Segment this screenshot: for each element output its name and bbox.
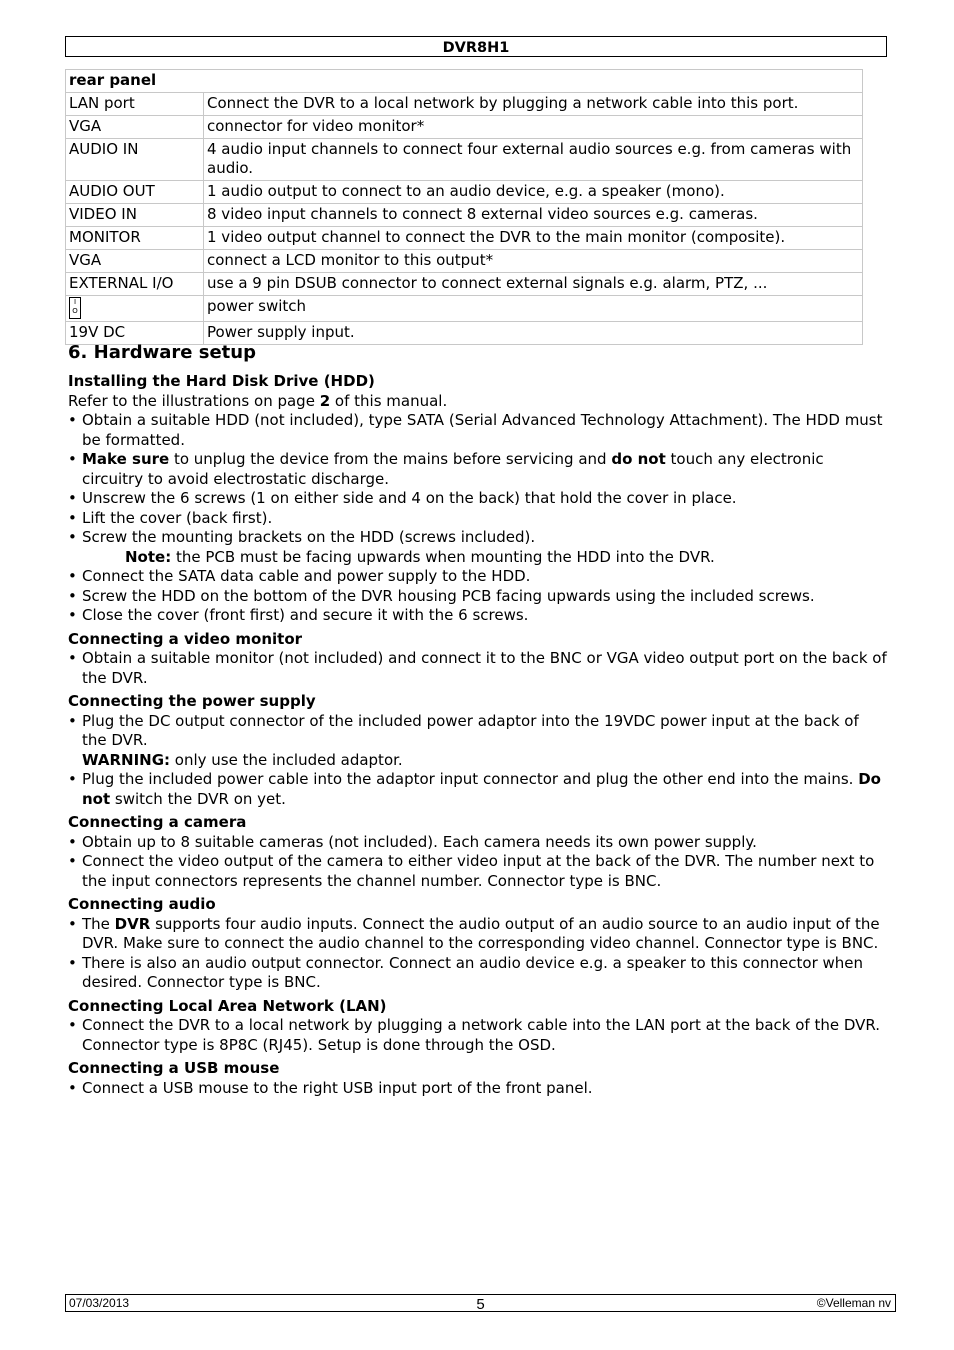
- power-steps: [68, 712, 888, 810]
- list-item: [68, 915, 888, 954]
- page-number: 5: [476, 1296, 485, 1313]
- text: switch the DVR on yet.: [110, 789, 286, 808]
- list-item: • Unscrew the 6 screws (1 on either side and 4 on the back) that hold the cover in place.: [68, 489, 888, 509]
- lan-steps: [68, 1016, 888, 1055]
- table-row: [66, 181, 863, 204]
- list-item: • Screw the HDD on the bottom of the DVR housing PCB facing upwards using the included screws.: [68, 587, 888, 607]
- table-heading: rear panel: [66, 70, 863, 93]
- text: Plug the included power cable into the adaptor input connector and plug the other end into the mains.: [82, 770, 859, 788]
- list-item: [68, 770, 888, 809]
- main-content: [68, 341, 888, 1098]
- list-item: • Screw the mounting brackets on the HDD (screws included).: [68, 528, 888, 548]
- text: only use the included adaptor.: [170, 750, 403, 769]
- hdd-steps: [68, 411, 888, 548]
- icon-on-mark: I: [73, 298, 77, 306]
- connector-name: VIDEO IN: [66, 204, 204, 227]
- list-item: [68, 450, 888, 489]
- audio-steps: [68, 915, 888, 993]
- connector-name: LAN port: [66, 93, 204, 116]
- subsection-heading-hdd: Installing the Hard Disk Drive (HDD): [68, 372, 375, 390]
- subsection-heading-camera: Connecting a camera: [68, 813, 247, 831]
- subsection-heading-power: Connecting the power supply: [68, 692, 316, 710]
- connector-description: connect a LCD monitor to this output*: [204, 250, 863, 273]
- text: of this manual.: [330, 391, 448, 410]
- text: Plug the DC output connector of the included power adaptor into the 19VDC power input at the back of the DVR.: [82, 711, 859, 749]
- table-row: [66, 139, 863, 181]
- connector-description: 4 audio input channels to connect four external audio sources e.g. from cameras with audio.: [204, 139, 863, 181]
- table-row: [66, 116, 863, 139]
- usb-steps: [68, 1079, 888, 1099]
- text: The: [82, 914, 115, 933]
- list-item: • Connect a USB mouse to the right USB input port of the front panel.: [68, 1079, 888, 1099]
- connector-name: [66, 296, 204, 322]
- list-item: • Connect the DVR to a local network by plugging a network cable into the LAN port at the back of the DVR. Connector type is 8P8C (RJ45). Setup is done through the OSD.: [68, 1016, 888, 1055]
- table-row: [66, 93, 863, 116]
- subsection-heading-monitor: Connecting a video monitor: [68, 629, 303, 648]
- connector-description: connector for video monitor*: [204, 116, 863, 139]
- list-item: • Obtain up to 8 suitable cameras (not included). Each camera needs its own power supply.: [68, 833, 888, 853]
- icon-off-mark: O: [72, 307, 78, 315]
- connector-description: use a 9 pin DSUB connector to connect external signals e.g. alarm, PTZ, ...: [204, 273, 863, 296]
- text: the PCB must be facing upwards when mounting the HDD into the DVR.: [171, 547, 715, 566]
- connector-name: 19V DC: [66, 322, 204, 345]
- hdd-steps-continued: [68, 567, 888, 626]
- power-switch-icon: [69, 297, 81, 319]
- list-item: • Obtain a suitable monitor (not included) and connect it to the BNC or VGA video output port on the back of the DVR.: [68, 649, 888, 688]
- warning-label: WARNING:: [82, 750, 171, 769]
- subsection-heading-usb: Connecting a USB mouse: [68, 1059, 280, 1077]
- list-item: • Close the cover (front first) and secure it with the 6 screws.: [68, 606, 888, 626]
- list-item: • There is also an audio output connector. Connect an audio device e.g. a speaker to this connector when desired. Connector type is BNC.: [68, 954, 888, 993]
- connector-description: 1 audio output to connect to an audio device, e.g. a speaker (mono).: [204, 181, 863, 204]
- emphasis: DVR: [114, 914, 151, 933]
- page-footer: [65, 1294, 896, 1312]
- hdd-intro: [68, 392, 888, 412]
- table-row: [66, 296, 863, 322]
- text: Refer to the illustrations on page: [68, 391, 320, 410]
- emphasis: Make sure: [82, 450, 170, 468]
- hdd-note: [68, 548, 888, 568]
- connector-description: Power supply input.: [204, 322, 863, 345]
- connector-name: EXTERNAL I/O: [66, 273, 204, 296]
- list-item: • Connect the SATA data cable and power supply to the HDD.: [68, 567, 888, 587]
- subsection-heading-audio: Connecting audio: [68, 895, 216, 913]
- connector-description: power switch: [204, 296, 863, 322]
- connector-description: Connect the DVR to a local network by plugging a network cable into this port.: [204, 93, 863, 116]
- page-ref: 2: [319, 391, 331, 410]
- list-item: • Obtain a suitable HDD (not included), type SATA (Serial Advanced Technology Attachment). The HDD must be formatted.: [68, 411, 888, 450]
- rear-panel-table: [65, 69, 863, 345]
- text: to unplug the device from the mains before servicing and: [169, 450, 612, 468]
- emphasis: do not: [611, 450, 666, 468]
- connector-name: AUDIO OUT: [66, 181, 204, 204]
- footer-copyright: ©Velleman nv: [816, 1296, 891, 1310]
- list-item: • Connect the video output of the camera to either video input at the back of the DVR. The number next to the input connectors represents the channel number. Connector type is BNC.: [68, 852, 888, 891]
- document-header: [65, 36, 887, 57]
- footer-date: 07/03/2013: [69, 1296, 130, 1310]
- list-item: • Lift the cover (back first).: [68, 509, 888, 529]
- note-label: Note:: [125, 547, 172, 566]
- table-header-row: [66, 70, 863, 93]
- connector-description: 1 video output channel to connect the DVR to the main monitor (composite).: [204, 227, 863, 250]
- table-row: [66, 273, 863, 296]
- connector-name: MONITOR: [66, 227, 204, 250]
- connector-name: VGA: [66, 250, 204, 273]
- camera-steps: [68, 833, 888, 892]
- table-row: [66, 204, 863, 227]
- list-item: [68, 712, 888, 771]
- subsection-heading-lan: Connecting Local Area Network (LAN): [68, 996, 387, 1015]
- monitor-steps: [68, 649, 888, 688]
- connector-name: AUDIO IN: [66, 139, 204, 181]
- section-title: 6. Hardware setup: [68, 342, 256, 363]
- connector-name: VGA: [66, 116, 204, 139]
- text: supports four audio inputs. Connect the audio output of an audio source to an audio input of the DVR. Make sure to connect the audio channel to the corresponding video channel. Connector type is BNC.: [82, 914, 880, 952]
- table-row: [66, 227, 863, 250]
- emphasis: Do not: [82, 770, 881, 808]
- model-title: DVR8H1: [442, 40, 510, 56]
- connector-description: 8 video input channels to connect 8 external video sources e.g. cameras.: [204, 204, 863, 227]
- text: touch any electronic circuitry to avoid electrostatic discharge.: [82, 450, 824, 488]
- table-row: [66, 250, 863, 273]
